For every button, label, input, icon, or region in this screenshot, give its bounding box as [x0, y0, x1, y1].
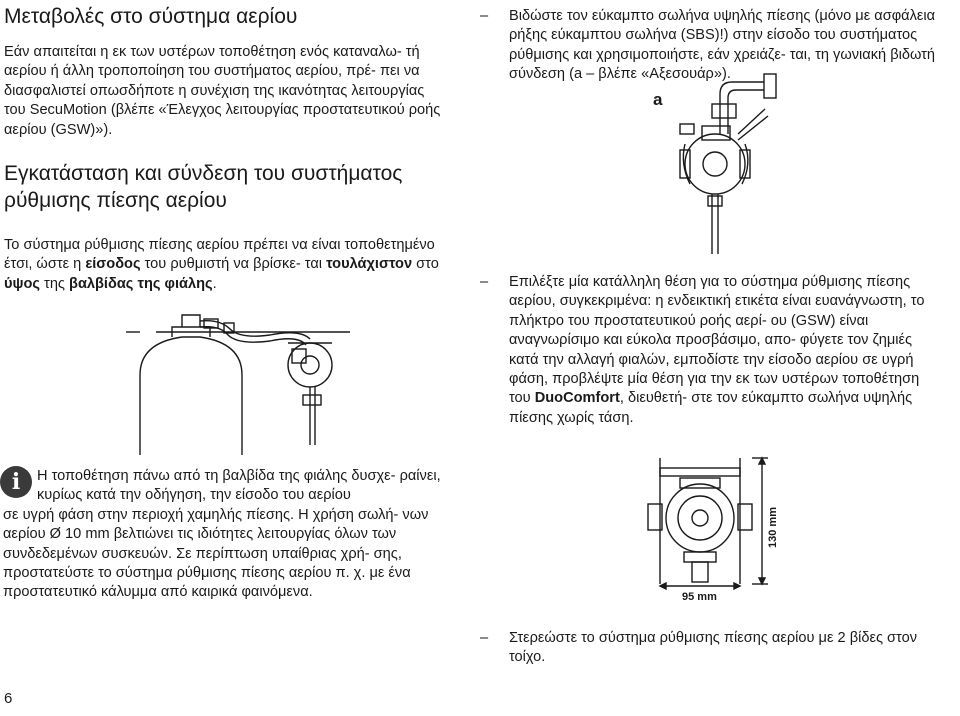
list-dash: – — [480, 274, 489, 290]
info-paragraph — [3, 467, 463, 603]
intro-paragraph: Εάν απαιτείται η εκ των υστέρων τοποθέτηση ενός καταναλω- τή αερίου ή άλλη τροποποίηση του συστήματος αερίου, πρέ- πει να διασφαλιστεί οπωσδήποτε η συνέχιση της ικανότητας λειτουργίας του SecuMotion (βλέπε «Έλεγχος λειτουργίας προστατευτικού ροής αερίου (GSW)»). — [4, 44, 441, 138]
info-icon: i — [0, 466, 32, 498]
cylinder-regulator-illustration — [120, 305, 360, 455]
install-bold-height: ύψος — [4, 275, 40, 292]
install-bold-at-least: τουλάχιστον — [326, 256, 413, 273]
install-text-4: της — [40, 275, 70, 292]
duocomfort-bold: DuoComfort — [534, 390, 620, 407]
step-choose-position-text-1: Επιλέξτε μία κατάλληλη θέση για το σύστημα ρύθμισης πίεσης αερίου, συγκεκριμένα: η ενδεικτική ετικέτα είναι ευανάγνωστη, το πλήκτρο του προστατευτικού ροής αερί- ου (GSW) είναι αναγνωρίσιμο και εύκολα προσβάσιμο, απο- φύγετε τον ζημιές κατά την αλλαγή φιαλών, εμποδίστε την είσοδο αερίου σε υγρή φάση, προβλέψτε μία θέση για την εκ των υστέρων τοποθέτηση του — [509, 274, 925, 407]
step-mount-wall — [480, 629, 940, 668]
step-mount-wall-text: Στερεώστε το σύστημα ρύθμισης πίεσης αερίου με 2 βίδες στον τοίχο. — [509, 630, 918, 666]
install-text-1: Το σύστημα ρύθμισης πίεσης αερίου πρέπει να είναι τοποθετημένο έτσι, ώστε η — [4, 237, 435, 273]
step-choose-position-text — [509, 273, 940, 428]
figure-label-a: a — [653, 90, 663, 109]
page-number: 6 — [4, 690, 13, 707]
list-dash: – — [480, 8, 489, 24]
install-text-3: στο — [412, 256, 439, 273]
install-text-5: . — [212, 275, 217, 292]
list-dash: – — [480, 630, 489, 646]
install-paragraph — [4, 236, 450, 294]
install-bold-inlet: είσοδος — [85, 256, 141, 273]
step-choose-position-text-2: , διευθετή- στε τον εύκαμπτο σωλήνα υψηλής πίεσης χωρίς τάση. — [509, 390, 913, 426]
section-heading: Εγκατάσταση και σύνδεση του συστήματος ρύθμισης πίεσης αερίου — [4, 162, 403, 212]
step-choose-position — [480, 273, 940, 428]
dimension-height-label: 130 mm — [767, 507, 779, 548]
page-title: Μεταβολές στο σύστημα αερίου — [4, 5, 298, 28]
info-paragraph-rest: σε υγρή φάση στην περιοχή χαμηλής πίεσης. Η χρήση σωλή- νων αερίου Ø 10 mm βελτιώνει τις ιδιότητες λειτουργίας όλων των συνδεδεμένων συσκευών. Σε περίπτωση υπαίθριας χρή- σης, προστατεύστε το σύστημα ρύθμισης πίεσης αερίου π. χ. με ένα προστατευτικό κάλυμμα από καιρικά φαινόμενα. — [3, 506, 429, 601]
info-paragraph-first: Η τοποθέτηση πάνω από τη βαλβίδα της φιάλης δυσχε- ραίνει, κυρίως κατά την οδήγηση, την είσοδο του αερίου — [37, 468, 441, 504]
angle-connection-illustration — [660, 64, 790, 264]
install-bold-valve: βαλβίδας της φιάλης — [69, 275, 213, 292]
dimension-width-label: 95 mm — [682, 591, 717, 603]
install-text-2: του ρυθμιστή να βρίσκε- ται — [140, 256, 327, 273]
step-connect-hose-text: Βιδώστε τον εύκαμπτο σωλήνα υψηλής πίεσης (μόνο με ασφάλεια ρήξης εύκαμπτου σωλήνα (SBS)!) στην είσοδο του συστήματος ρύθμισης και χρησιμοποιήστε, εάν χρειάζε- ται, τη γωνιακή βιδωτή σύνδεση (a – βλέπε «Αξεσουάρ»). — [509, 8, 936, 83]
dimension-drawing — [640, 448, 790, 608]
